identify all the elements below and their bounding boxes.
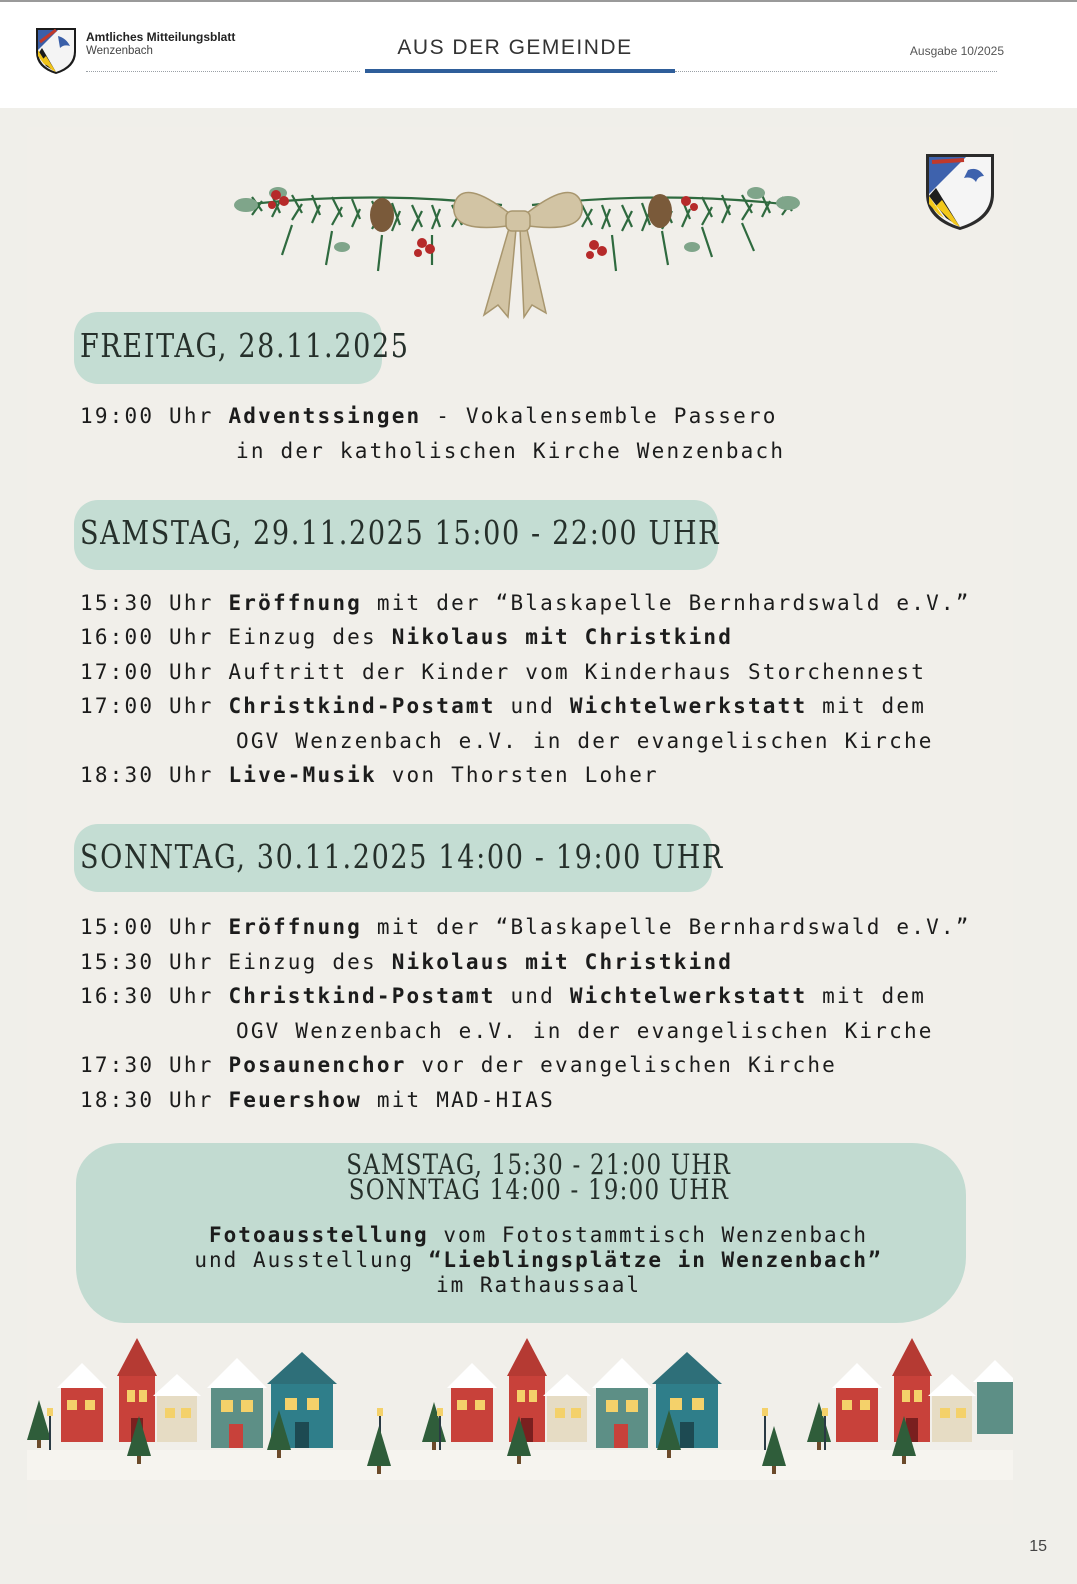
exhibition-line-2: und Ausstellung “Lieblingsplätze in Wenzenbach” xyxy=(194,1248,883,1272)
event-line xyxy=(80,1053,837,1077)
event-connector: und xyxy=(495,694,570,718)
event-detail: mit MAD-HIAS xyxy=(362,1088,555,1112)
event-detail: mit der “Blaskapelle Bernhardswald e.V.” xyxy=(362,591,971,615)
exhibition-time-saturday: SAMSTAG, 15:30 - 21:00 UHR xyxy=(346,1148,731,1181)
event-detail: mit der “Blaskapelle Bernhardswald e.V.” xyxy=(362,915,971,939)
event-title: Christkind-Postamt xyxy=(228,984,496,1008)
event-line xyxy=(80,950,733,974)
coat-of-arms-icon xyxy=(34,26,78,76)
coat-of-arms-icon xyxy=(924,152,996,232)
page-header xyxy=(0,2,1077,108)
event-line xyxy=(80,984,926,1008)
event-title: Live-Musik xyxy=(228,763,377,787)
event-line: 17:00 Uhr Auftritt der Kinder vom Kinderhaus Storchennest xyxy=(80,660,927,684)
event-detail: von Thorsten Loher xyxy=(376,763,659,787)
day-header-sunday: SONNTAG, 30.11.2025 14:00 - 19:00 UHR xyxy=(80,837,724,876)
event-title-2: Wichtelwerkstatt xyxy=(569,694,808,718)
event-connector: und xyxy=(495,984,570,1008)
page-number: 15 xyxy=(1029,1538,1047,1555)
event-detail: - Vokalensemble Passero xyxy=(421,404,778,428)
event-line-continued: in der katholischen Kirche Wenzenbach xyxy=(236,439,786,463)
event-line xyxy=(80,625,733,649)
event-line xyxy=(80,763,659,787)
event-line-continued: OGV Wenzenbach e.V. in der evangelischen Kirche xyxy=(236,729,934,753)
event-title: Adventssingen xyxy=(228,404,422,428)
masthead xyxy=(86,30,235,58)
event-line xyxy=(80,694,926,718)
event-detail: mit dem xyxy=(807,694,927,718)
christmas-garland-icon xyxy=(232,165,802,330)
dotted-rule-right xyxy=(675,71,997,72)
event-title: Nikolaus mit Christkind xyxy=(391,625,734,649)
event-time: 18:30 Uhr xyxy=(80,763,229,787)
christmas-village-icon xyxy=(27,1330,1013,1480)
day-header-saturday: SAMSTAG, 29.11.2025 15:00 - 22:00 UHR xyxy=(80,513,721,552)
event-title: Nikolaus mit Christkind xyxy=(391,950,734,974)
event-title: Eröffnung xyxy=(228,915,363,939)
event-time: 18:30 Uhr xyxy=(80,1088,229,1112)
masthead-subtitle: Wenzenbach xyxy=(86,45,153,57)
section-title: AUS DER GEMEINDE xyxy=(397,36,633,59)
issue-number: Ausgabe 10/2025 xyxy=(909,44,1004,58)
event-title: Feuershow xyxy=(228,1088,363,1112)
event-title: Posaunenchor xyxy=(228,1053,407,1077)
day-header-friday: FREITAG, 28.11.2025 xyxy=(80,326,410,365)
exhibition-time-sunday: SONNTAG 14:00 - 19:00 UHR xyxy=(348,1173,729,1206)
event-time: 19:00 Uhr xyxy=(80,404,229,428)
event-time: 16:00 Uhr Einzug des xyxy=(80,625,392,649)
event-time: 15:30 Uhr Einzug des xyxy=(80,950,392,974)
event-time: 17:00 Uhr xyxy=(80,694,229,718)
event-detail: mit dem xyxy=(807,984,927,1008)
exhibition-line-3: im Rathaussaal xyxy=(435,1273,641,1297)
event-line xyxy=(80,591,971,615)
event-line-continued: OGV Wenzenbach e.V. in der evangelischen Kirche xyxy=(236,1019,934,1043)
event-title: Christkind-Postamt xyxy=(228,694,496,718)
event-time: 16:30 Uhr xyxy=(80,984,229,1008)
masthead-title: Amtliches Mitteilungsblatt xyxy=(86,30,236,44)
event-time: 15:30 Uhr xyxy=(80,591,229,615)
exhibition-line-1: Fotoausstellung vom Fotostammtisch Wenzenbach xyxy=(209,1223,868,1247)
event-line xyxy=(80,915,971,939)
event-title: Eröffnung xyxy=(228,591,363,615)
event-detail: vor der evangelischen Kirche xyxy=(406,1053,838,1077)
event-line xyxy=(80,404,778,428)
section-accent-bar xyxy=(365,69,675,73)
event-time: 15:00 Uhr xyxy=(80,915,229,939)
event-line xyxy=(80,1088,555,1112)
event-title-2: Wichtelwerkstatt xyxy=(569,984,808,1008)
dotted-rule-left xyxy=(86,71,360,72)
event-time: 17:30 Uhr xyxy=(80,1053,229,1077)
